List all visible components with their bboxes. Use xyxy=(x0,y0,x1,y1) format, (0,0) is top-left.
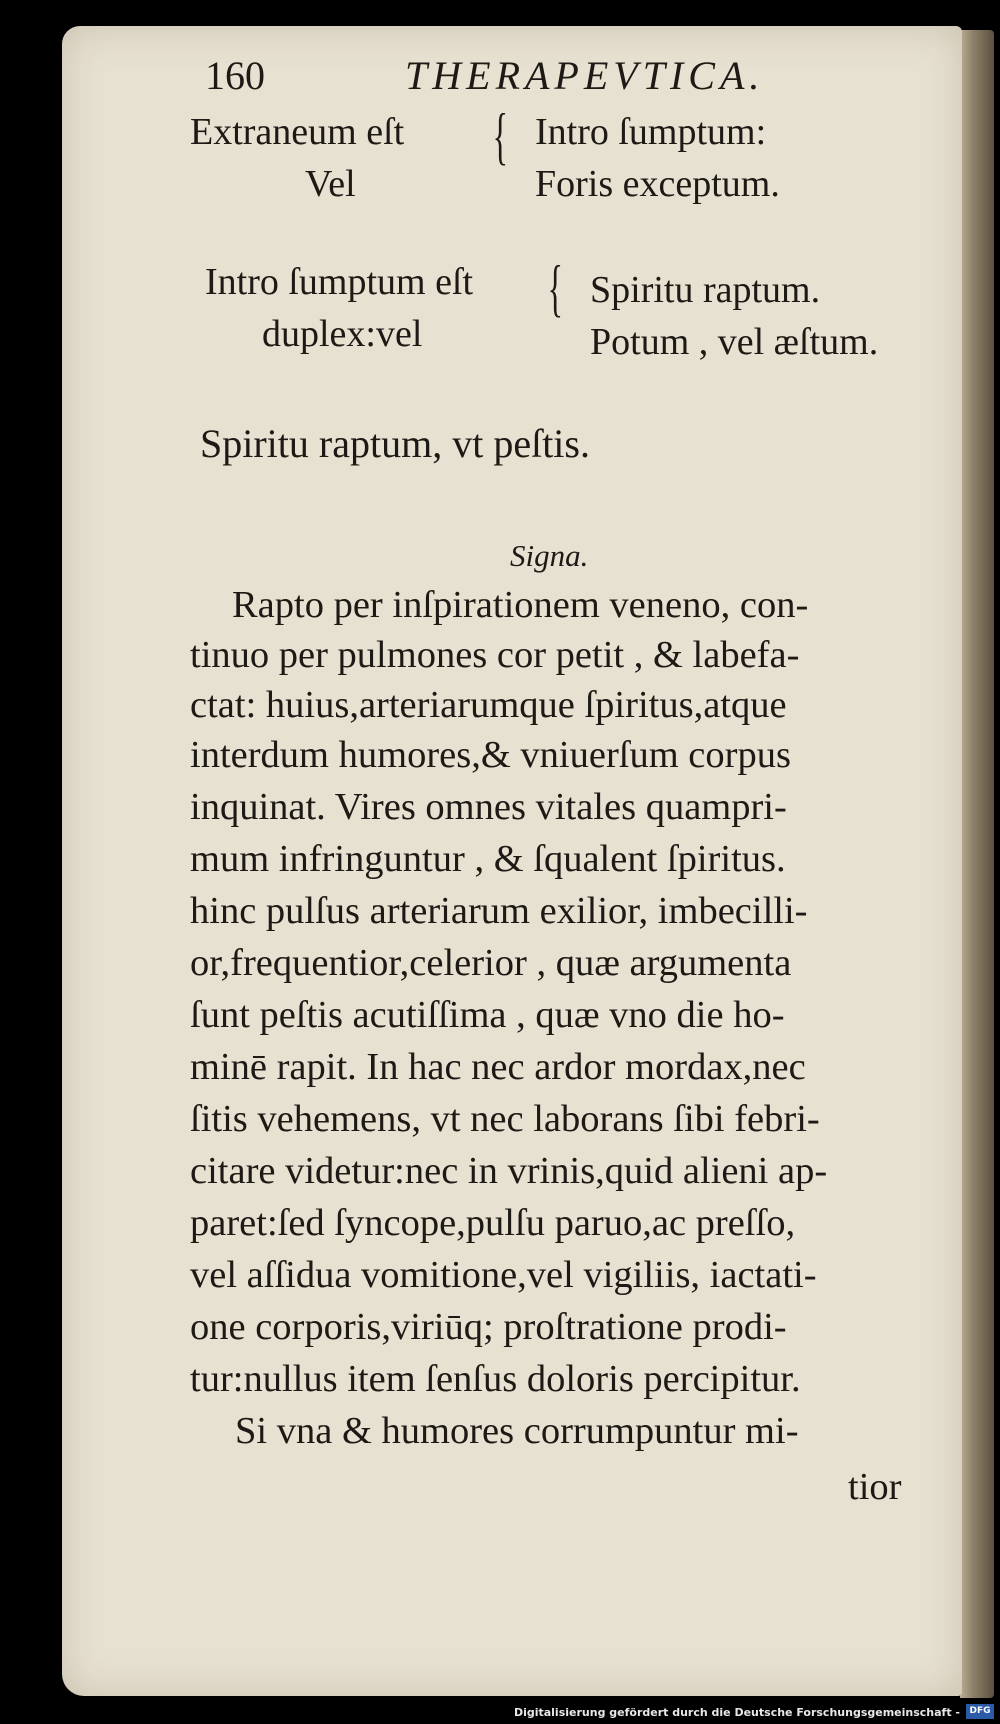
body-line-7: hinc pulſus arteriarum exilior, imbecilli- xyxy=(190,890,808,932)
body-line-10: minē rapit. In hac nec ardor mordax,nec xyxy=(190,1046,806,1088)
section-heading: Signa. xyxy=(510,538,589,573)
body-line-14: vel aſſidua vomitione,vel vigiliis, iactati- xyxy=(190,1254,817,1296)
body-line-11: ſitis vehemens, vt nec laborans ſibi febri- xyxy=(190,1098,820,1140)
table1-right-bottom: Foris exceptum. xyxy=(535,163,780,205)
page-number: 160 xyxy=(205,53,265,98)
dfg-logo-icon: DFG xyxy=(966,1704,994,1719)
table1-right-top: Intro ſumptum: xyxy=(535,111,767,153)
footer-bar xyxy=(0,1700,1000,1724)
running-title: THERAPEVTICA. xyxy=(405,53,765,98)
table2-left-top: Intro ſumptum eſt xyxy=(205,261,474,303)
catchword: tior xyxy=(848,1466,902,1508)
body-line-9: ſunt peſtis acutiſſima , quæ vno die ho- xyxy=(190,994,785,1036)
body-line-2: tinuo per pulmones cor petit , & labefa- xyxy=(190,634,800,676)
body-line-1: Rapto per inſpirationem veneno, con- xyxy=(232,584,809,626)
body-line-5: inquinat. Vires omnes vitales quampri- xyxy=(190,786,787,828)
body-line-16: tur:nullus item ſenſus doloris percipitur. xyxy=(190,1358,801,1400)
table1-left-top: Extraneum eſt xyxy=(190,111,405,153)
body-line-6: mum infringuntur , & ſqualent ſpiritus. xyxy=(190,838,786,880)
body-line-17: Si vna & humores corrumpuntur mi- xyxy=(235,1410,799,1452)
table2-right-top: Spiritu raptum. xyxy=(590,269,821,311)
table2-right-bottom: Potum , vel æſtum. xyxy=(590,321,879,363)
body-line-3: ctat: huius,arteriarumque ſpiritus,atque xyxy=(190,684,787,726)
body-line-8: or,frequentior,celerior , quæ argumenta xyxy=(190,942,792,984)
body-line-12: citare videtur:nec in vrinis,quid alieni ap- xyxy=(190,1150,828,1192)
table1-left-bottom: Vel xyxy=(305,163,356,205)
table2-left-bottom: duplex:vel xyxy=(262,313,423,355)
body-line-13: paret:ſed ſyncope,pulſu paruo,ac preſſo, xyxy=(190,1202,796,1244)
table1-brace-icon: { xyxy=(492,100,509,171)
statement: Spiritu raptum, vt peſtis. xyxy=(200,421,590,466)
table2-brace-icon: { xyxy=(547,252,564,323)
footer-credit: Digitalisierung gefördert durch die Deutsche Forschungsgemeinschaft - xyxy=(513,1706,960,1719)
body-line-4: interdum humores,& vniuerſum corpus xyxy=(190,734,791,776)
page-edge xyxy=(960,30,994,1698)
body-line-15: one corporis,viriūq; proſtratione prodi- xyxy=(190,1306,787,1348)
